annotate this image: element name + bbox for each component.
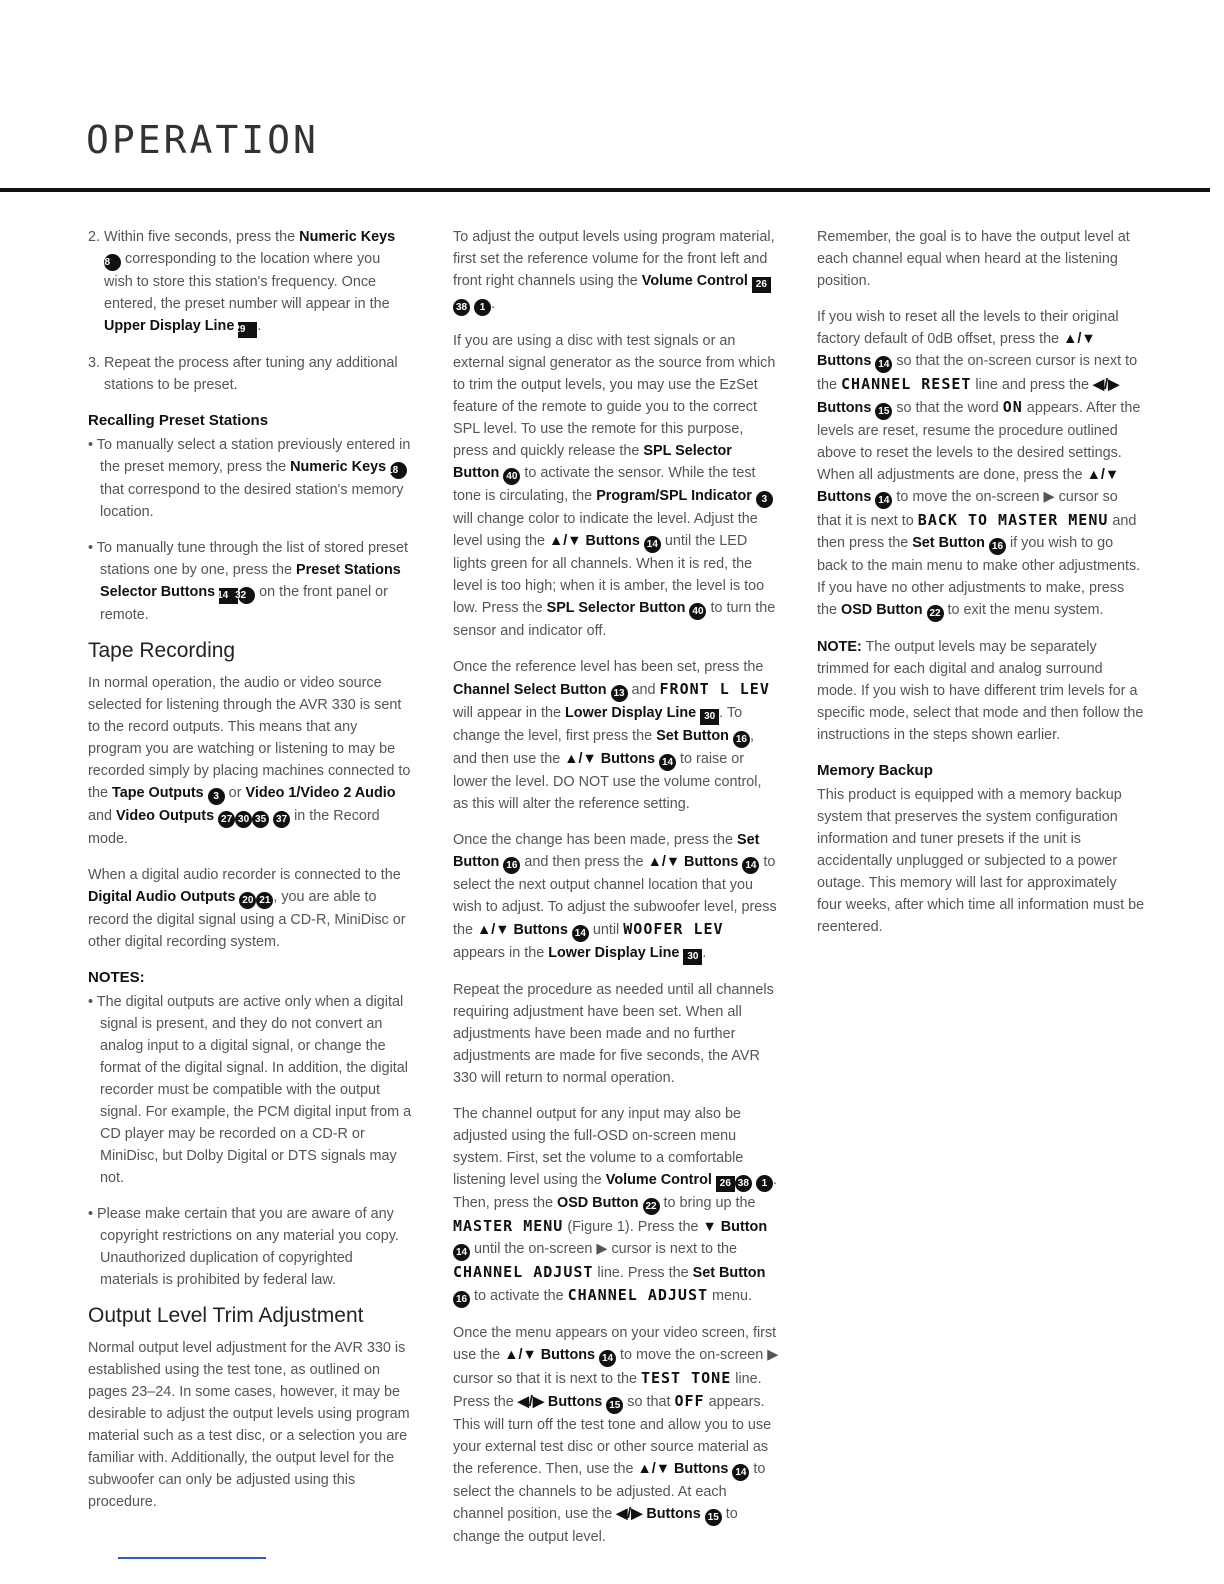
recall-heading: Recalling Preset Stations bbox=[88, 412, 269, 429]
ref-badge: 16 bbox=[989, 538, 1006, 555]
ref-badge: 38 bbox=[735, 1175, 752, 1192]
ref-badge: 30 bbox=[235, 811, 252, 828]
header-rule bbox=[0, 188, 1210, 192]
column-1 bbox=[88, 226, 412, 1527]
c3-note: NOTE: The output levels may be separately trimmed for each digital and analog surround mode. If you wish to have different trim levels for a specific mode, select that mode and then follow the instructions in the steps shown earlier. bbox=[817, 639, 1144, 743]
step-3: 3. Repeat the process after tuning any additional stations to be preset. bbox=[88, 355, 398, 393]
tape-para-2: When a digital audio recorder is connected to the Digital Audio Outputs 20 21 , you are able to record the digital signal using a CD-R, MiniDisc or other digital recording system. bbox=[88, 867, 406, 950]
ref-badge: 16 bbox=[453, 1291, 470, 1308]
ref-badge: 3 bbox=[208, 788, 225, 805]
column-2 bbox=[453, 226, 779, 1562]
ref-badge: 32 bbox=[238, 587, 255, 604]
tape-para-1: In normal operation, the audio or video source selected for listening through the AVR 330 is sent to the record outputs. This means that any program you are watching or listening to may be recorded simply by placing machines connected to the Tape Outputs 3 or Video 1/Video 2 Audio and Video Outputs 27 30 35 37 in the Record mode. bbox=[88, 675, 411, 847]
ref-badge: 30 bbox=[700, 709, 719, 725]
memory-heading: Memory Backup bbox=[817, 762, 933, 779]
ref-badge: 14 bbox=[572, 925, 589, 942]
ref-badge: 40 bbox=[503, 468, 520, 485]
ref-badge: 1 bbox=[756, 1175, 773, 1192]
ref-badge: 14 bbox=[599, 1350, 616, 1367]
ref-badge: 14 bbox=[219, 588, 238, 604]
ref-badge: 20 bbox=[239, 892, 256, 909]
ref-badge: 22 bbox=[643, 1198, 660, 1215]
c2-para-4: Once the change has been made, press the Set Button 16 and then press the ▲/▼ Buttons 14 to select the next output channel location that you wish to adjust. To adjust the subwoofer level, press the ▲/▼ Buttons 14 until WOOFER LEV appears in the Lower Display Line 30 . bbox=[453, 829, 779, 965]
ref-badge: 18 bbox=[390, 462, 407, 479]
ref-badge: 14 bbox=[453, 1244, 470, 1261]
footer-line bbox=[118, 1557, 266, 1559]
c2-para-3: Once the reference level has been set, press the Channel Select Button 13 and FRONT L LEV will appear in the Lower Display Line 30 . To change the level, first press the Set Button 16 , and then use the ▲/▼ Buttons 14 to raise or lower the level. DO NOT use the volume control, as this will alter the reference setting. bbox=[453, 659, 770, 812]
ref-badge: 16 bbox=[733, 731, 750, 748]
ref-badge: 15 bbox=[606, 1397, 623, 1414]
c2-para-5: Repeat the procedure as needed until all channels requiring adjustment have been set. When all adjustments have been made and no further adjustments are made for five seconds, the AVR 330 will return to normal operation. bbox=[453, 982, 774, 1086]
ref-badge: 15 bbox=[705, 1509, 722, 1526]
ref-badge: 14 bbox=[742, 857, 759, 874]
c3-para-1: Remember, the goal is to have the output level at each channel equal when heard at the listening position. bbox=[817, 229, 1130, 289]
memory-para: This product is equipped with a memory backup system that preserves the system configuration information and tuner presets if the unit is accidentally unplugged or subjected to a power outage. This memory will last for approximately four weeks, after which time all information must be reentered. bbox=[817, 787, 1145, 935]
c2-para-6: The channel output for any input may also be adjusted using the full-OSD on-screen menu system. First, set the volume to a comfortable listening level using the Volume Control 26 38 1 . Then, press the OSD Button 22 to bring up the MASTER MENU (Figure 1). Press the ▼ Button 14 until the on-screen ▶ cursor is next to the CHANNEL ADJUST line. Press the Set Button 16 to activate the CHANNEL ADJUST menu. bbox=[453, 1103, 779, 1308]
ref-badge: 26 bbox=[752, 277, 771, 293]
ref-badge: 38 bbox=[453, 299, 470, 316]
output-para: Normal output level adjustment for the AVR 330 is established using the test tone, as outlined on pages 23–24. In some cases, however, it may be desirable to adjust the output levels using program material such as a test disc, or a selection you are familiar with. Additionally, the output level for the subwoofer can only be adjusted using this procedure. bbox=[88, 1340, 410, 1510]
ref-badge: 15 bbox=[875, 403, 892, 420]
ref-badge: 26 bbox=[716, 1176, 735, 1192]
ref-badge: 14 bbox=[875, 492, 892, 509]
ref-badge: 21 bbox=[256, 892, 273, 909]
ref-badge: 29 bbox=[238, 322, 257, 338]
ref-badge: 3 bbox=[756, 491, 773, 508]
ref-badge: 37 bbox=[273, 811, 290, 828]
step-2: 2. Within five seconds, press the Numeric Keys 18 corresponding to the location where you wish to store this station's frequency. Once entered, the preset number will appear in the Upper Display Line 29 . bbox=[88, 226, 412, 338]
ref-badge: 30 bbox=[683, 949, 702, 965]
c2-para-2: If you are using a disc with test signals or an external signal generator as the source from which to trim the output levels, you may use the EzSet feature of the remote to guide you to the correct SPL level. To use the remote for this purpose, press and quickly release the SPL Selector Button 40 to activate the sensor. While the test tone is circulating, the Program/SPL Indicator 3 will change color to indicate the level. Adjust the level using the ▲/▼ Buttons 14 until the LED lights green for all channels. When it is red, the level is too high; when it is amber, the level is too low. Press the SPL Selector Button 40 to turn the sensor and indicator off. bbox=[453, 333, 776, 639]
notes-bullet-1: • The digital outputs are active only when a digital signal is present, and they do not convert an analog input to a digital signal, or change the format of the digital signal. In addition, the digital recorder must be compatible with the output signal. For example, the PCM digital input from a CD player may be recorded on a CD-R or MiniDisc, but Dolby Digital or DTS signals may not. bbox=[88, 994, 412, 1186]
ref-badge: 22 bbox=[927, 605, 944, 622]
ref-badge: 16 bbox=[503, 857, 520, 874]
c2-para-7: Once the menu appears on your video screen, first use the ▲/▼ Buttons 14 to move the on-screen ▶ cursor so that it is next to the TEST TONE line. Press the ◀/▶ Buttons 15 so that OFF appears. This will turn off the test tone and allow you to use your external test disc or other source material as the reference. Then, use the ▲/▼ Buttons 14 to select the channels to be adjusted. At each channel position, use the ◀/▶ Buttons 15 to change the output level. bbox=[453, 1325, 779, 1545]
ref-badge: 14 bbox=[659, 754, 676, 771]
c3-para-2: If you wish to reset all the levels to their original factory default of 0dB offset, press the ▲/▼ Buttons 14 so that the on-screen cursor is next to the CHANNEL RESET line and press the ◀/▶ Buttons 15 so that the word ON appears. After the levels are reset, resume the procedure outlined above to reset the levels to the desired settings. When all adjustments are done, press the ▲/▼ Buttons 14 to move the on-screen ▶ cursor so that it is next to BACK TO MASTER MENU and then press the Set Button 16 if you wish to go back to the main menu to make other adjustments. If you have no other adjustments to make, press the OSD Button 22 to exit the menu system. bbox=[817, 306, 1145, 622]
ref-badge: 1 bbox=[474, 299, 491, 316]
ref-badge: 13 bbox=[611, 685, 628, 702]
recall-bullet-1: • To manually select a station previously entered in the preset memory, press the Numeric Keys 18 that correspond to the desired station's memory location. bbox=[88, 437, 411, 520]
notes-bullet-2: • Please make certain that you are aware of any copyright restrictions on any material you copy. Unauthorized duplication of copyrighted materials is prohibited by federal law. bbox=[88, 1206, 399, 1288]
ref-badge: 18 bbox=[104, 254, 121, 271]
ref-badge: 14 bbox=[732, 1464, 749, 1481]
ref-badge: 14 bbox=[644, 536, 661, 553]
column-3 bbox=[817, 226, 1145, 952]
recall-bullet-2: • To manually tune through the list of stored preset stations one by one, press the Preset Stations Selector Buttons 14 32 on the front panel or remote. bbox=[88, 540, 408, 623]
ref-badge: 14 bbox=[875, 356, 892, 373]
ref-badge: 40 bbox=[689, 603, 706, 620]
tape-heading: Tape Recording bbox=[88, 639, 236, 662]
ref-badge: 35 bbox=[252, 811, 269, 828]
page-title: OPERATION bbox=[86, 118, 319, 162]
output-heading: Output Level Trim Adjustment bbox=[88, 1304, 364, 1327]
notes-heading: NOTES: bbox=[88, 969, 145, 986]
c2-para-1: To adjust the output levels using program material, first set the reference volume for the front left and front right channels using the Volume Control 2638 1 . bbox=[453, 226, 779, 316]
ref-badge: 27 bbox=[218, 811, 235, 828]
